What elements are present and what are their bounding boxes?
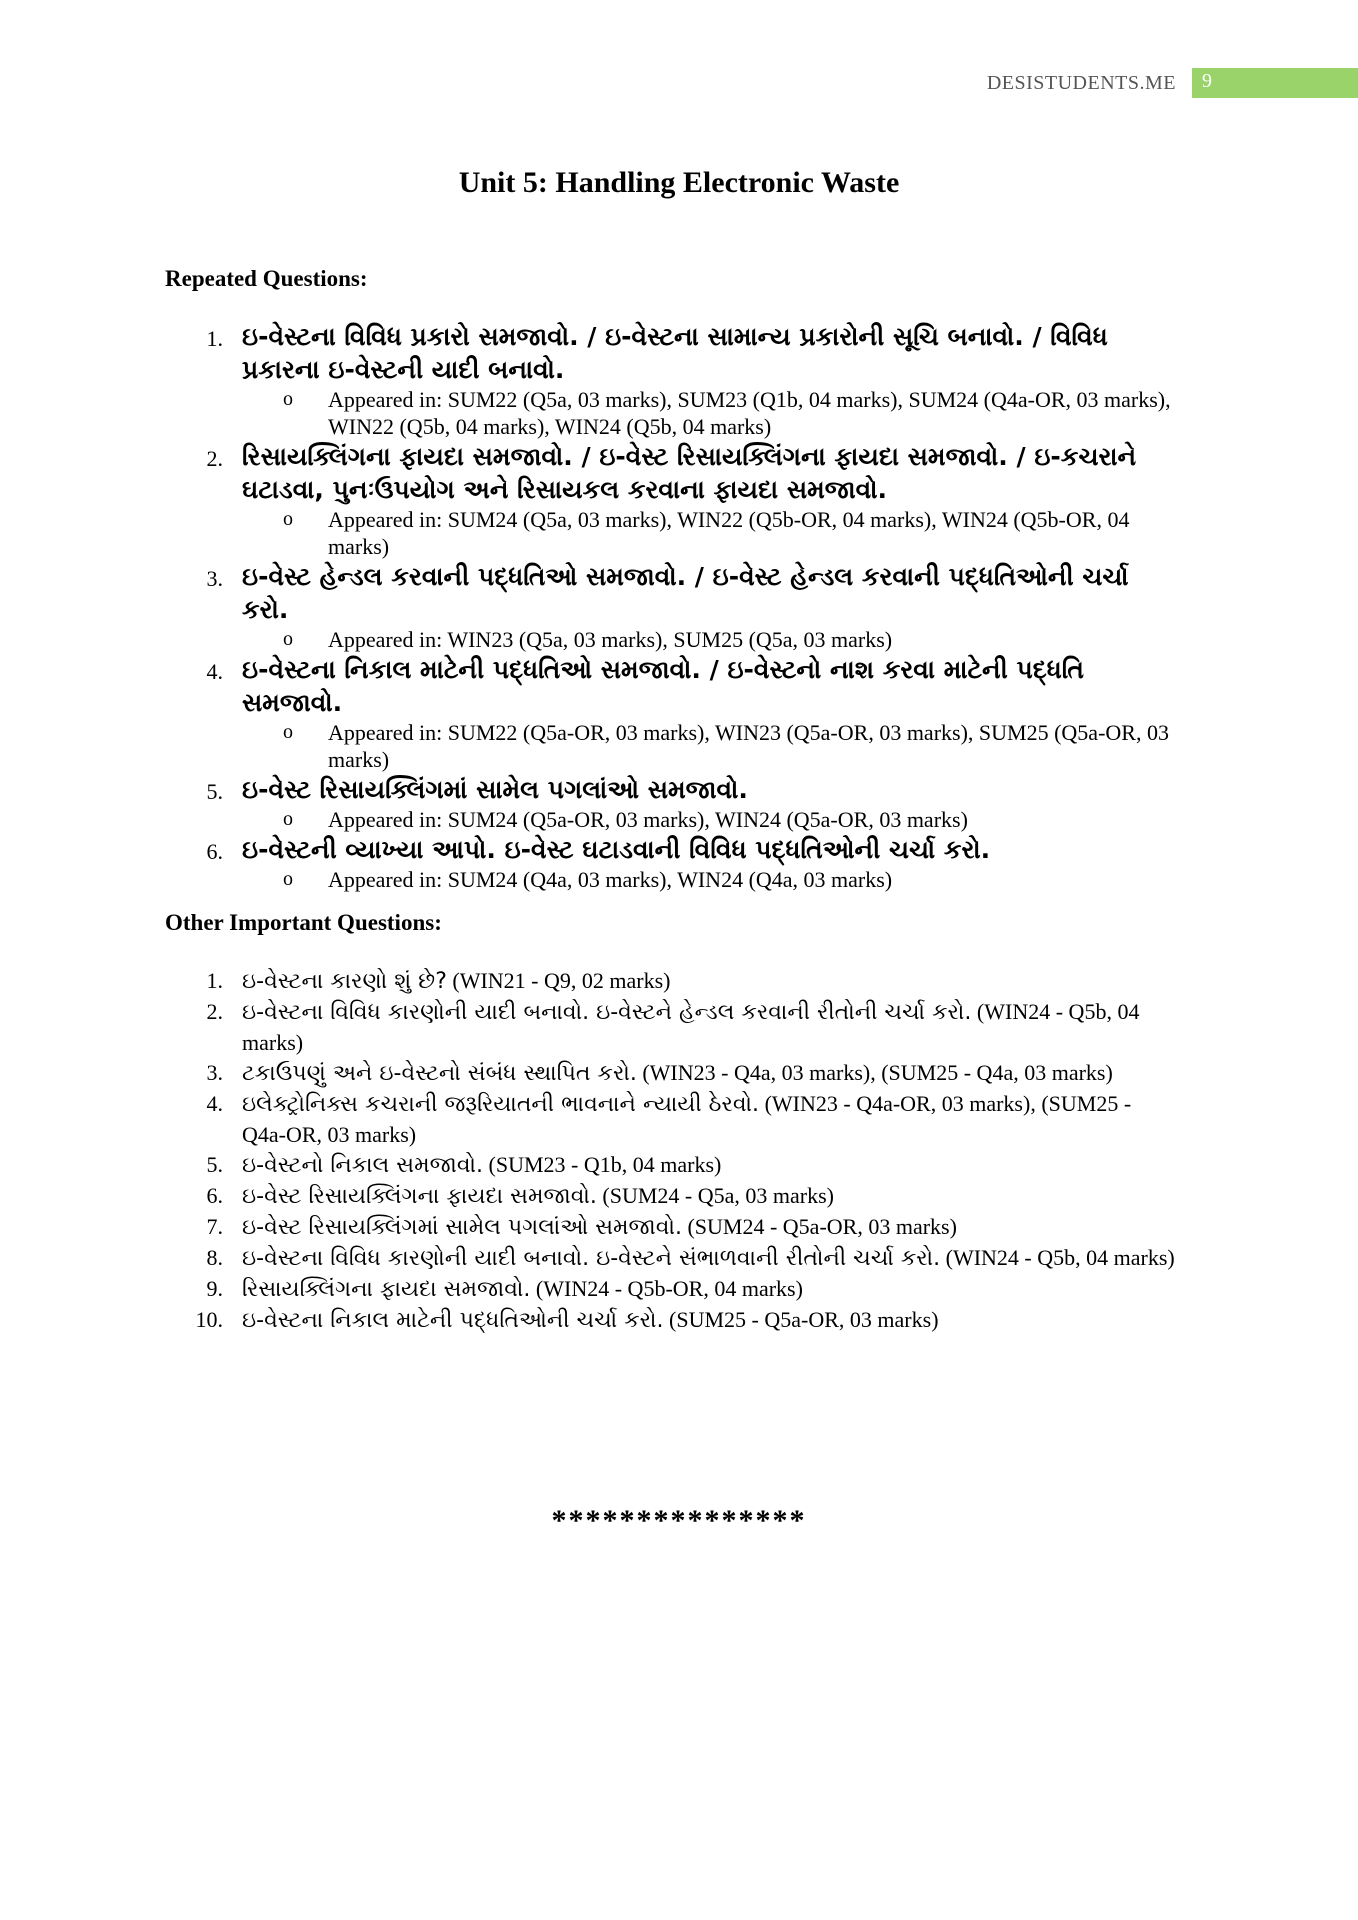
question-text bbox=[242, 1305, 1175, 1336]
question-number: 9. bbox=[206, 1276, 223, 1301]
question-number: 1. bbox=[206, 326, 223, 351]
bullet-icon: o bbox=[283, 508, 293, 530]
question-number: 7. bbox=[206, 1214, 223, 1239]
question-reference: (WIN21 - Q9, 02 marks) bbox=[446, 968, 671, 993]
question-gujarati: ઇ-વેસ્ટનો નિકાલ સમજાવો. bbox=[242, 1153, 484, 1178]
question-gujarati: ઇ-વેસ્ટના નિકાલ માટેની પદ્ધતિઓની ચર્ચા કરો. bbox=[242, 1308, 664, 1333]
question-gujarati: ઇ-વેસ્ટના વિવિધ કારણોની યાદી બનાવો. ઇ-વેસ્ટને હેન્ડલ કરવાની રીતોની ચર્ચા કરો. bbox=[242, 1000, 972, 1025]
question-gujarati: ટકાઉપણું અને ઇ-વેસ્ટનો સંબંધ સ્થાપિત કરો. bbox=[242, 1061, 637, 1086]
other-question-item bbox=[165, 1274, 1175, 1305]
question-reference: (SUM25 - Q5a-OR, 03 marks) bbox=[663, 1307, 939, 1332]
appeared-in-text: Appeared in: WIN23 (Q5a, 03 marks), SUM25 (Q5a, 03 marks) bbox=[328, 627, 893, 652]
page-title: Unit 5: Handling Electronic Waste bbox=[458, 166, 900, 199]
repeated-questions-list bbox=[165, 320, 1175, 893]
repeated-question-item bbox=[165, 653, 1175, 773]
question-text: ઇ-વેસ્ટના નિકાલ માટેની પદ્ધતિઓ સમજાવો. / ઇ-વેસ્ટનો નાશ કરવા માટેની પદ્ધતિ સમજાવો. bbox=[242, 655, 1084, 717]
question-reference: (SUM24 - Q5a, 03 marks) bbox=[596, 1183, 834, 1208]
question-gujarati: ઇલેક્ટ્રોનિક્સ કચરાની જરૂરિયાતની ભાવનાને ન્યાયી ઠેરવો. bbox=[242, 1092, 760, 1117]
question-gujarati: ઇ-વેસ્ટ રિસાયક્લિંગમાં સામેલ પગલાંઓ સમજાવો. bbox=[242, 1215, 682, 1240]
question-text bbox=[242, 1274, 1175, 1305]
bullet-icon: o bbox=[283, 388, 293, 410]
question-text: ઇ-વેસ્ટ હેન્ડલ કરવાની પદ્ધતિઓ સમજાવો. / ઇ-વેસ્ટ હેન્ડલ કરવાની પદ્ધતિઓની ચર્ચા કરો. bbox=[242, 562, 1129, 624]
other-question-item bbox=[165, 1150, 1175, 1181]
question-text: ઇ-વેસ્ટની વ્યાખ્યા આપો. ઇ-વેસ્ટ ઘટાડવાની વિવિધ પદ્ધતિઓની ચર્ચા કરો. bbox=[242, 835, 991, 864]
question-text bbox=[242, 997, 1175, 1058]
other-questions-list bbox=[165, 966, 1175, 1336]
site-name: DESISTUDENTS.ME bbox=[986, 72, 1176, 94]
other-question-item bbox=[165, 1089, 1175, 1150]
appeared-in-note bbox=[242, 719, 1175, 773]
question-number: 1. bbox=[206, 968, 223, 993]
question-reference: (SUM23 - Q1b, 04 marks) bbox=[483, 1152, 722, 1177]
other-question-item bbox=[165, 1058, 1175, 1089]
question-text bbox=[242, 1058, 1175, 1089]
question-gujarati: ઇ-વેસ્ટ રિસાયક્લિંગના ફાયદા સમજાવો. bbox=[242, 1184, 597, 1209]
question-number: 3. bbox=[206, 1060, 223, 1085]
question-number: 5. bbox=[206, 779, 223, 804]
question-text bbox=[242, 1212, 1175, 1243]
question-gujarati: રિસાયક્લિંગના ફાયદા સમજાવો. bbox=[242, 1277, 531, 1302]
question-text bbox=[242, 1150, 1175, 1181]
appeared-in-text: Appeared in: SUM22 (Q5a, 03 marks), SUM23 (Q1b, 04 marks), SUM24 (Q4a-OR, 03 marks), WIN22 (Q5b, 04 marks), WIN24 (Q5b, 04 marks) bbox=[328, 387, 1171, 439]
appeared-in-note bbox=[242, 626, 1175, 653]
question-reference: (SUM24 - Q5a-OR, 03 marks) bbox=[681, 1214, 957, 1239]
other-questions-heading: Other Important Questions: bbox=[165, 910, 442, 935]
other-question-item bbox=[165, 966, 1175, 997]
question-number: 3. bbox=[206, 566, 223, 591]
repeated-question-item bbox=[165, 440, 1175, 560]
question-text: ઇ-વેસ્ટ રિસાયક્લિંગમાં સામેલ પગલાંઓ સમજાવો. bbox=[242, 775, 748, 804]
other-question-item bbox=[165, 1212, 1175, 1243]
question-number: 6. bbox=[206, 839, 223, 864]
question-text: રિસાયક્લિંગના ફાયદા સમજાવો. / ઇ-વેસ્ટ રિસાયક્લિંગના ફાયદા સમજાવો. / ઇ-કચરાને ઘટાડવા, પુનઃઉપયોગ અને રિસાયકલ કરવાના ફાયદા સમજાવો. bbox=[242, 442, 1137, 504]
question-number: 2. bbox=[206, 446, 223, 471]
question-gujarati: ઇ-વેસ્ટના કારણો શું છે? bbox=[242, 969, 447, 994]
repeated-question-item bbox=[165, 773, 1175, 833]
page-number-box bbox=[1192, 68, 1358, 98]
page-header bbox=[980, 68, 1358, 98]
footer-stars: *************** bbox=[551, 1504, 807, 1537]
other-question-item bbox=[165, 1305, 1175, 1336]
appeared-in-text: Appeared in: SUM24 (Q4a, 03 marks), WIN24 (Q4a, 03 marks) bbox=[328, 867, 893, 892]
question-number: 4. bbox=[206, 1091, 223, 1116]
question-number: 8. bbox=[206, 1245, 223, 1270]
bullet-icon: o bbox=[283, 721, 293, 743]
appeared-in-text: Appeared in: SUM22 (Q5a-OR, 03 marks), WIN23 (Q5a-OR, 03 marks), SUM25 (Q5a-OR, 03 marks) bbox=[328, 720, 1169, 772]
question-reference: (WIN24 - Q5b, 04 marks) bbox=[940, 1245, 1175, 1270]
question-number: 4. bbox=[206, 659, 223, 684]
appeared-in-note bbox=[242, 386, 1175, 440]
bullet-icon: o bbox=[283, 808, 293, 830]
appeared-in-note bbox=[242, 506, 1175, 560]
repeated-question-item bbox=[165, 560, 1175, 653]
question-number: 5. bbox=[206, 1152, 223, 1177]
appeared-in-text: Appeared in: SUM24 (Q5a-OR, 03 marks), WIN24 (Q5a-OR, 03 marks) bbox=[328, 807, 968, 832]
question-text bbox=[242, 1181, 1175, 1212]
question-number: 2. bbox=[206, 999, 223, 1024]
other-question-item bbox=[165, 1181, 1175, 1212]
question-text bbox=[242, 1243, 1175, 1274]
question-number: 6. bbox=[206, 1183, 223, 1208]
question-reference: (WIN23 - Q4a-OR, 03 marks), (SUM25 - Q4a-OR, 03 marks) bbox=[242, 1091, 1132, 1147]
question-gujarati: ઇ-વેસ્ટના વિવિધ કારણોની યાદી બનાવો. ઇ-વેસ્ટને સંભાળવાની રીતોની ચર્ચા કરો. bbox=[242, 1246, 941, 1271]
question-text: ઇ-વેસ્ટના વિવિધ પ્રકારો સમજાવો. / ઇ-વેસ્ટના સામાન્ય પ્રકારોની સૂચિ બનાવો. / વિવિધ પ્રકારના ઇ-વેસ્ટની યાદી બનાવો. bbox=[242, 322, 1108, 384]
appeared-in-text: Appeared in: SUM24 (Q5a, 03 marks), WIN22 (Q5b-OR, 04 marks), WIN24 (Q5b-OR, 04 marks) bbox=[328, 507, 1130, 559]
other-question-item bbox=[165, 997, 1175, 1058]
bullet-icon: o bbox=[283, 628, 293, 650]
question-number: 10. bbox=[195, 1307, 223, 1332]
other-question-item bbox=[165, 1243, 1175, 1274]
question-text bbox=[242, 1089, 1175, 1150]
question-reference: (WIN24 - Q5b-OR, 04 marks) bbox=[530, 1276, 803, 1301]
question-reference: (WIN23 - Q4a, 03 marks), (SUM25 - Q4a, 03 marks) bbox=[636, 1060, 1113, 1085]
question-reference: (WIN24 - Q5b, 04 marks) bbox=[242, 999, 1140, 1055]
appeared-in-note bbox=[242, 806, 1175, 833]
appeared-in-note bbox=[242, 866, 1175, 893]
question-text bbox=[242, 966, 1175, 997]
repeated-question-item bbox=[165, 320, 1175, 440]
bullet-icon: o bbox=[283, 868, 293, 890]
page-number: 9 bbox=[1202, 70, 1212, 92]
repeated-questions-heading: Repeated Questions: bbox=[165, 266, 368, 291]
repeated-question-item bbox=[165, 833, 1175, 893]
